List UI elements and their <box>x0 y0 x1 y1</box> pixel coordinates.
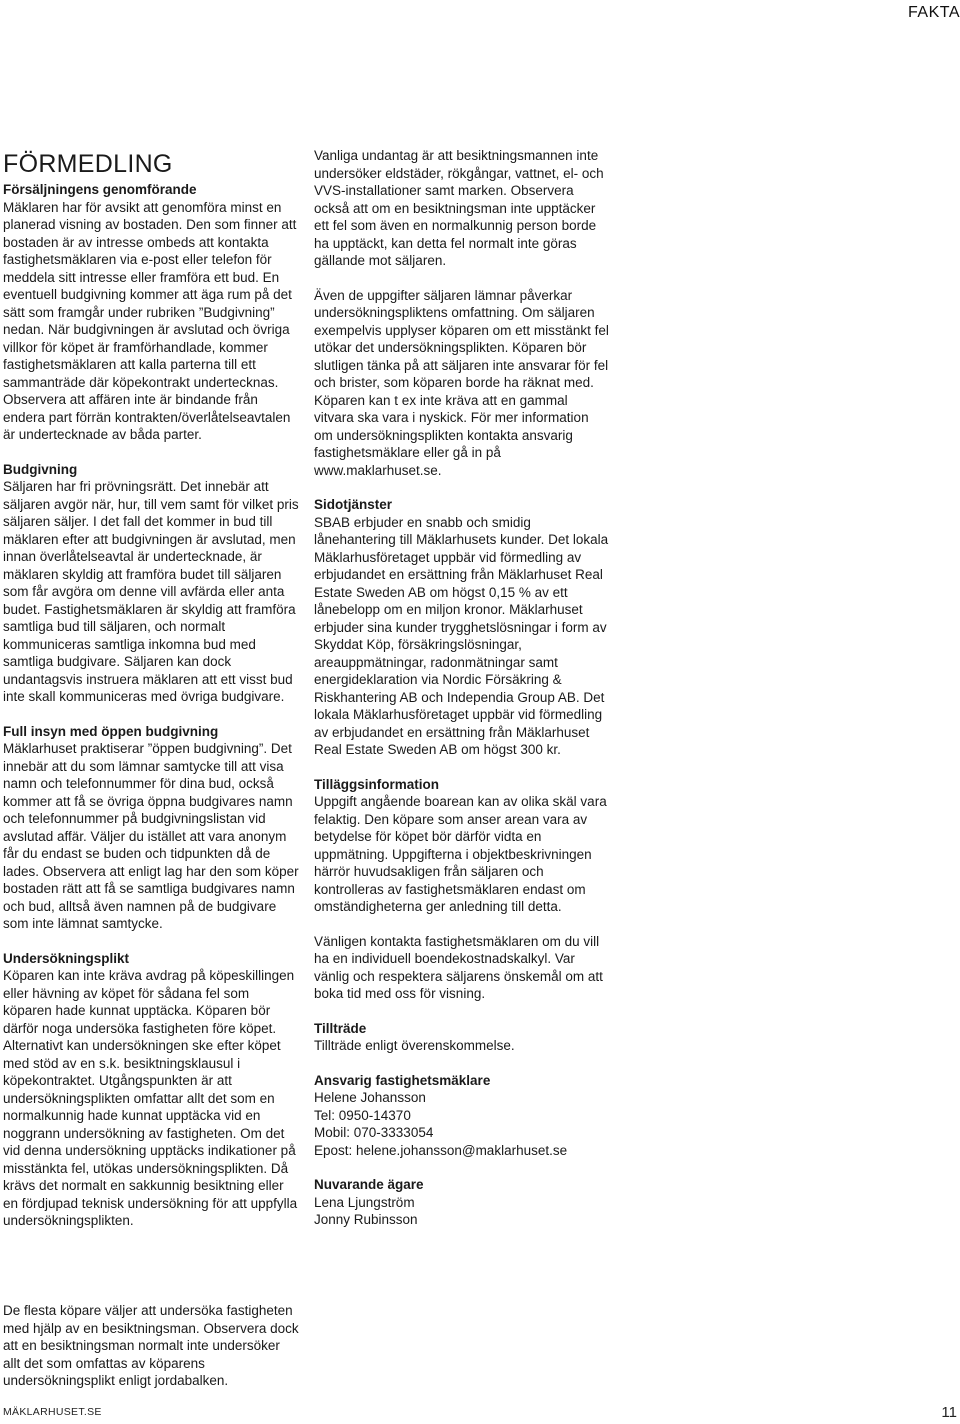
agent-heading: Ansvarig fastighetsmäklare <box>314 1072 491 1088</box>
owners-info <box>314 1176 610 1229</box>
section-body: SBAB erbjuder en snabb och smidig lånehantering till Mäklarhusets kunder. Det lokala Mäklarhusföretaget uppbär vid förmedling av erbjudandet en ersättning från Mäklarhuset Real Estate Sweden AB om högst 0,15 % av ett lånebelopp om en miljon kronor. Mäklarhuset erbjuder sina kunder trygghetslösningar i form av Skyddat Köp, försäkringslösningar, areauppmätningar, radonmätningar samt energideklaration via Nordic Försäkring & Riskhantering AB och Independia Group AB. Det lokala Mäklarhusföretaget uppbär vid förmedling av erbjudandet en ersättning från Mäklarhuset Real Estate Sweden AB om högst 300 kr. <box>314 514 609 757</box>
section-tillaggsinformation <box>314 776 610 916</box>
section-tilltrade <box>314 1020 610 1055</box>
section-body: Säljaren har fri prövningsrätt. Det innebär att säljaren avgör när, hur, till vem samt för vilket pris säljaren säljer. I det fall det kommer in bud till mäklaren efter att budgivningen är avslutad, men innan överlåtelseavtal är undertecknade, är mäklaren skyldig att framföra budet till säljaren som får avgöra om denne vill avfärda eller anta budet. Fastighetsmäklaren är skyldig att framföra samtliga bud till säljaren, och normalt kommuniceras samtliga inkomna bud med samtliga budgivare. Säljaren kan dock undantagsvis instruera mäklaren att ett visst bud inte skall kommuniceras med övriga budgivare. <box>3 479 299 704</box>
right-column <box>314 147 610 1246</box>
section-heading: Tilläggsinformation <box>314 776 440 792</box>
section-body: Uppgift angående boarean kan av olika skäl vara felaktig. Den köpare som anser arean vara av betydelse för köpet bör därför vidta en uppmätning. Uppgifterna i objektbeskrivningen härrör huvudsakligen från säljaren och kontrolleras av fastighetsmäklaren endast om omständigheterna ger anledning till detta. <box>314 794 607 914</box>
page-number: 11 <box>941 1404 957 1421</box>
section-forsaljning <box>3 181 299 444</box>
agent-mobile: Mobil: 070-3333054 <box>314 1125 434 1140</box>
section-body: Mäklaren har för avsikt att genomföra minst en planerad visning av bostaden. Den som finner att bostaden är av intresse ombeds att kontakta fastighetsmäklaren via e-post eller telefon för meddela sitt intresse eller framföra ett bud. En eventuell budgivning kommer att äga rum på det sätt som framgår under rubriken ”Budgivning” nedan. När budgivningen är avslutad och övriga villkor för köpet är framförhandlade, kommer fastighetsmäklaren att kalla parterna till ett sammanträde där köpekontrakt undertecknas. Observera att affären inte är bindande från endera part förrän kontrakten/överlåtelseavtalen är undertecknade av båda parter. <box>3 199 297 442</box>
bottom-paragraph: De flesta köpare väljer att undersöka fastigheten med hjälp av en besiktningsman. Observera dock att en besiktningsman normalt inte undersöker allt det som omfattas av köparens undersökningsplikt enligt jordabalken. <box>3 1303 299 1388</box>
agent-name: Helene Johansson <box>314 1090 426 1105</box>
agent-phone: Tel: 0950-14370 <box>314 1107 411 1123</box>
section-body: Även de uppgifter säljaren lämnar påverkar undersökningspliktens omfattning. Om säljaren exempelvis upplyser köparen om ett misstänkt fel utökar det undersökningsplikten. Köparen bör slutligen tänka på att säljaren inte ansvarar för fel och brister, som köparen borde ha räknat med. Köparen kan t ex inte kräva att en gammal vitvara ska vara i nyskick. För mer information om undersökningsplikten kontakta ansvarig fastighetsmäklare eller gå in på www.maklarhuset.se. <box>314 287 609 478</box>
section-heading: Undersökningsplikt <box>3 950 130 966</box>
section-heading: Full insyn med öppen budgivning <box>3 723 219 739</box>
agent-email: Epost: helene.johansson@maklarhuset.se <box>314 1142 568 1158</box>
section-title: FÖRMEDLING <box>3 150 173 178</box>
section-kontakt <box>314 933 610 1003</box>
owner-name: Lena Ljungström <box>314 1194 415 1210</box>
section-label: FAKTA <box>908 4 960 21</box>
section-body: Tillträde enligt överenskommelse. <box>314 1038 515 1053</box>
section-sidotjanster <box>314 496 610 759</box>
section-body: Mäklarhuset praktiserar ”öppen budgivning”. Det innebär att du som lämnar samtycke till att visa namn och telefonnummer för dina bud, också kommer att få se övriga öppna budgivares namn och telefonnummer på budgivningslistan vid avslutad affär. Väljer du istället att vara anonym får du endast se buden och tidpunkten då de lades. Observera att enligt lag har den som köper bostaden rätt att få se samtliga budgivares namn och bud, alltså även namnen på de budgivare som inte lämnat samtycke. <box>3 741 299 931</box>
section-undersokningsplikt <box>3 950 299 1230</box>
section-body: Köparen kan inte kräva avdrag på köpeskillingen eller hävning av köpet för sådana fel som köparen hade kunnat upptäcka. Köparen bör därför noga undersöka fastigheten före köpet. Alternativt kan undersökningen ske efter köpet med stöd av en s.k. besiktningsklausul i köpekontraktet. Utgångspunkten är att undersökningsplikten omfattar allt det som en normalkunnig hade kunnat upptäcka vid en noggrann undersökning av fastigheten. Om det vid denna undersökning upptäcks indikationer på misstänkta fel, utökas undersökningsplikten. Då krävs det normalt en sakkunnig besiktning eller en fördjupad teknisk undersökning för att uppfylla undersökningsplikten. <box>3 968 298 1228</box>
owner-name: Jonny Rubinsson <box>314 1212 418 1227</box>
footer-site: MÄKLARHUSET.SE <box>3 1406 102 1418</box>
section-body: Vänligen kontakta fastighetsmäklaren om du vill ha en individuell boendekostnadskalkyl. Var vänlig och respektera säljarens önskemål om att boka tid med oss för visning. <box>314 933 603 1001</box>
section-body: Vanliga undantag är att besiktningsmannen inte undersöker eldstäder, rökgångar, vattnet, el- och VVS-installationer samt marken. Observera också att om en besiktningsman inte upptäcker ett fel som även en normalkunnig person borde ha upptäckt, kan detta fel normalt inte göras gällande mot säljaren. <box>314 148 604 268</box>
section-budgivning <box>3 461 299 706</box>
section-heading: Tillträde <box>314 1020 367 1036</box>
owners-heading: Nuvarande ägare <box>314 1177 424 1192</box>
section-heading: Försäljningens genomförande <box>3 182 197 197</box>
section-heading: Budgivning <box>3 461 78 477</box>
left-column <box>3 150 299 1247</box>
section-undantag <box>314 147 610 270</box>
section-heading: Sidotjänster <box>314 497 393 512</box>
agent-info <box>314 1072 610 1160</box>
section-oppen-budgivning <box>3 723 299 933</box>
section-uppgifter <box>314 287 610 480</box>
